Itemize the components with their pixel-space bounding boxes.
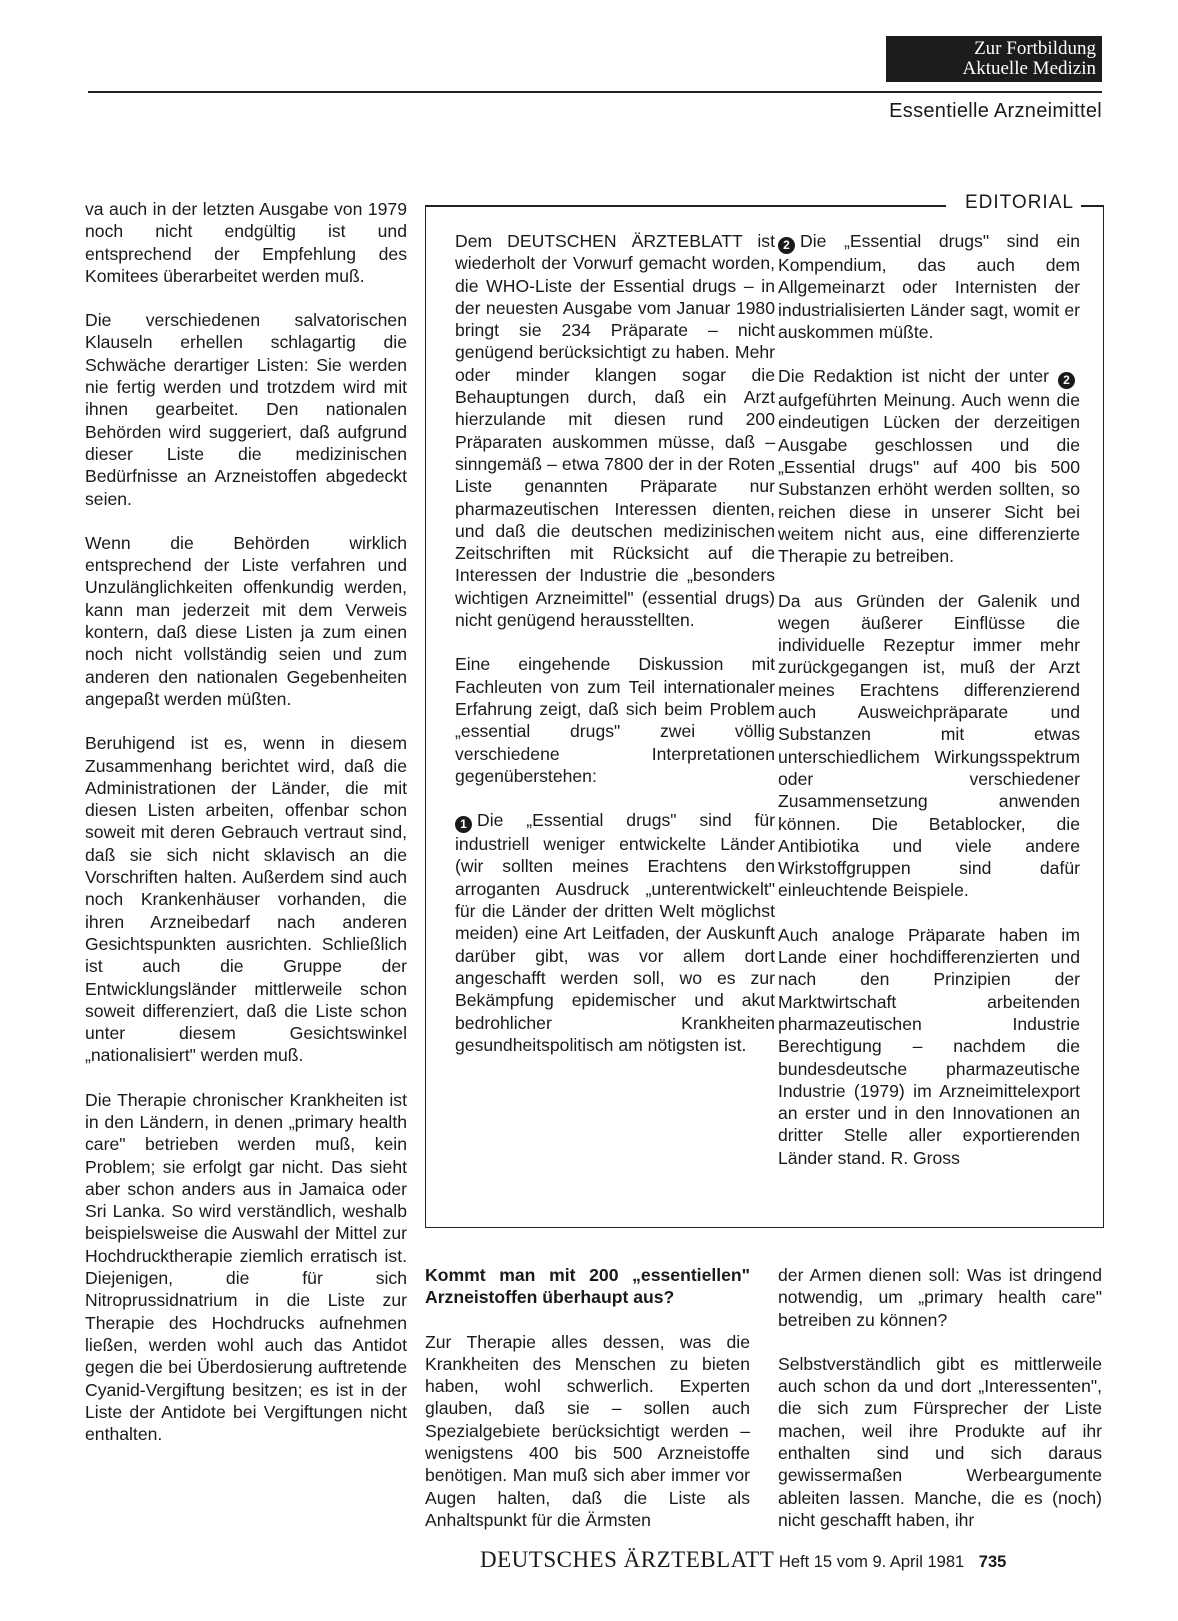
bottom-middle-column bbox=[425, 1264, 750, 1553]
page-number: 735 bbox=[978, 1553, 1007, 1571]
header-line-1: Zur Fortbildung bbox=[974, 38, 1096, 59]
paragraph-text: Die „Essential drugs" sind für industriell weniger entwickelte Länder (wir sollten meines Erachtens den arroganten Ausdruck „unterentwickelt" für die Länder der dritten Welt möglichst meiden) eine Art Leitfaden, der Auskunft darüber gibt, was vor allem dort angeschafft werden soll, wo es zur Bekämpfung epidemischer und akut bedrohlicher Krankheiten gesundheitspolitisch am nötigsten ist. bbox=[455, 810, 775, 1055]
subheading: Kommt man mit 200 „essentiellen" Arzneistoffen überhaupt aus? bbox=[425, 1265, 750, 1308]
paragraph-numbered-1 bbox=[455, 809, 775, 1056]
editorial-right-column bbox=[778, 230, 1080, 1191]
paragraph-text: aufgeführten Meinung. Auch wenn die eindeutigen Lücken der derzeitigen Ausgabe geschlossen und die „Essential drugs" auf 400 bis 500 Substanzen erhöht werden sollten, so reichen diese in unserer Sicht bei weitem nicht aus, eine differenzierte Therapie zu betreiben. bbox=[778, 390, 1080, 567]
editorial-middle-column bbox=[455, 230, 775, 1078]
paragraph: Da aus Gründen der Galenik und wegen äußerer Einflüsse die individuelle Rezeptur immer mehr zurückgegangen ist, muß der Arzt meines Erachtens differenzierend auch Ausweichpräparate und Substanzen mit etwas unterschiedlichem Wirkungsspektrum oder verschiedener Zusammensetzung anwenden können. Die Betablocker, die Antibiotika und viele andere Wirkstoffgruppen sind dafür einleuchtende Beispiele. bbox=[778, 590, 1080, 901]
editorial-label: EDITORIAL bbox=[962, 192, 1077, 214]
paragraph: va auch in der letzten Ausgabe von 1979 noch nicht endgültig ist und entsprechend der Empfehlung des Komitees überarbeitet werden muß. bbox=[85, 199, 407, 286]
header-line-2: Aktuelle Medizin bbox=[962, 58, 1096, 79]
paragraph: Beruhigend ist es, wenn in diesem Zusammenhang berichtet wird, daß die Administrationen der Länder, die mit diesen Listen arbeiten, offenbar schon soweit mit deren Gebrauch vertraut sind, daß sie sich nicht sklavisch an die Vorschriften halten. Außerdem sind auch noch Krankenhäuser vorhanden, die ihren Arzneibedarf nach anderen Gesichtspunkten ausrichten. Schließlich ist auch die Gruppe der Entwicklungsländer mittlerweile schon soweit differenziert, daß die Liste schon unter diesem Gesichtswinkel „nationalisiert" werden muß. bbox=[85, 733, 407, 1066]
paragraph: Eine eingehende Diskussion mit Fachleuten von zum Teil internationaler Erfahrung zeigt, daß sich beim Problem „essential drugs" zwei völlig verschiedene Interpretationen gegenüberstehen: bbox=[455, 654, 775, 786]
paragraph-text: Die Redaktion ist nicht der unter bbox=[778, 366, 1049, 387]
bottom-right-column bbox=[778, 1264, 1102, 1553]
paragraph: Zur Therapie alles dessen, was die Krankheiten des Menschen zu bieten haben, wohl schwerlich. Experten glauben, daß sie – sollen auch Spezialgebiete berücksichtigt werden – wenigstens 400 bis 500 Arzneistoffe benötigen. Man muß sich aber immer vor Augen halten, daß die Liste als Anhaltspunkt für die Ärmsten bbox=[425, 1331, 750, 1530]
paragraph-numbered-2 bbox=[778, 230, 1080, 343]
paragraph: Selbstverständlich gibt es mittlerweile auch schon da und dort „Interessenten", die sich zum Fürsprecher der Liste machen, weil ihre Produkte auf ihr enthalten sind und sich daraus gewissermaßen Werbeargumente ableiten lassen. Manche, die es (noch) nicht geschafft haben, ihr bbox=[778, 1353, 1102, 1530]
number-2-icon: 2 bbox=[778, 237, 795, 254]
editorial-top-rule bbox=[426, 205, 946, 207]
paragraph: Die Therapie chronischer Krankheiten ist in den Ländern, in denen „primary health care" betrieben werden muß, kein Problem; sie erfolgt gar nicht. Das sieht aber schon anders aus in Jamaica oder Sri Lanka. So wird verständlich, weshalb beispielsweise die Auswahl der Mittel zur Hochdrucktherapie ziemlich erratisch ist. Diejenigen, die für sich Nitroprussidnatrium in die Liste zur Therapie des Hochdrucks aufnehmen ließen, werden wohl auch das Antidot gegen die bei Überdosierung auftretende Cyanid-Vergiftung besitzen; es ist in der Liste der Antidote bei Vergiftungen nicht enthalten. bbox=[85, 1089, 407, 1445]
editorial-top-rule-right bbox=[1081, 205, 1103, 207]
paragraph: Auch analoge Präparate haben im Lande einer hochdifferenzierten und nach den Prinzipien der Marktwirtschaft arbeitenden pharmazeutischen Industrie Berechtigung – nachdem die bundesdeutsche pharmazeutische Industrie (1979) im Arzneimittelexport an erster und in den Innovationen an dritter Stelle aller exportierenden Länder stand. R. Gross bbox=[778, 924, 1080, 1168]
number-2-icon: 2 bbox=[1058, 372, 1075, 389]
paragraph-text: Die „Essential drugs" sind ein Kompendium, das auch dem Allgemeinarzt oder Internisten der industrialisierten Länder sagt, womit er auskommen müßte. bbox=[778, 231, 1080, 342]
paragraph: Wenn die Behörden wirklich entsprechend der Liste verfahren und Unzulänglichkeiten offenkundig werden, kann man jederzeit mit dem Verweis kontern, daß diese Listen ja zum einen noch nicht vollständig seien und zum anderen den nationalen Gegebenheiten angepaßt werden müßten. bbox=[85, 532, 407, 709]
number-1-icon: 1 bbox=[455, 816, 472, 833]
paragraph bbox=[778, 365, 1080, 567]
magazine-name: DEUTSCHES ÄRZTEBLATT bbox=[480, 1547, 775, 1572]
paragraph: Die verschiedenen salvatorischen Klauseln erhellen schlagartig die Schwäche derartiger Listen: Sie werden nie fertig werden und trotzdem wird mit ihnen gearbeitet. Den nationalen Behörden wird suggeriert, daß aufgrund dieser Liste die medizinischen Bedürfnisse an Arzneistoffen abgedeckt seien. bbox=[85, 310, 407, 509]
section-title: Essentielle Arzneimittel bbox=[889, 100, 1102, 122]
page-footer bbox=[480, 1547, 1006, 1573]
section-header-box bbox=[886, 36, 1102, 82]
header-rule bbox=[88, 91, 1102, 93]
paragraph: Dem DEUTSCHEN ÄRZTEBLATT ist wiederholt der Vorwurf gemacht worden, die WHO-Liste der Essential drugs – in der neuesten Ausgabe vom Januar 1980 bringt sie 234 Präparate – nicht genügend berücksichtigt zu haben. Mehr oder minder klangen sogar die Behauptungen durch, daß ein Arzt hierzulande mit diesen rund 200 Präparaten auskommen müsse, daß – sinngemäß – etwa 7800 der in der Roten Liste genannten Präparate nur pharmazeutischen Interessen dienten, und daß die deutschen medizinischen Zeitschriften mit Rücksicht auf die Interessen der Industrie die „besonders wichtigen Arzneimittel" (essential drugs) nicht genügend herausstellten. bbox=[455, 231, 775, 631]
paragraph: der Armen dienen soll: Was ist dringend notwendig, um „primary health care" betreiben zu können? bbox=[778, 1265, 1102, 1330]
left-column bbox=[85, 198, 407, 1467]
issue-info: Heft 15 vom 9. April 1981 bbox=[778, 1553, 965, 1571]
